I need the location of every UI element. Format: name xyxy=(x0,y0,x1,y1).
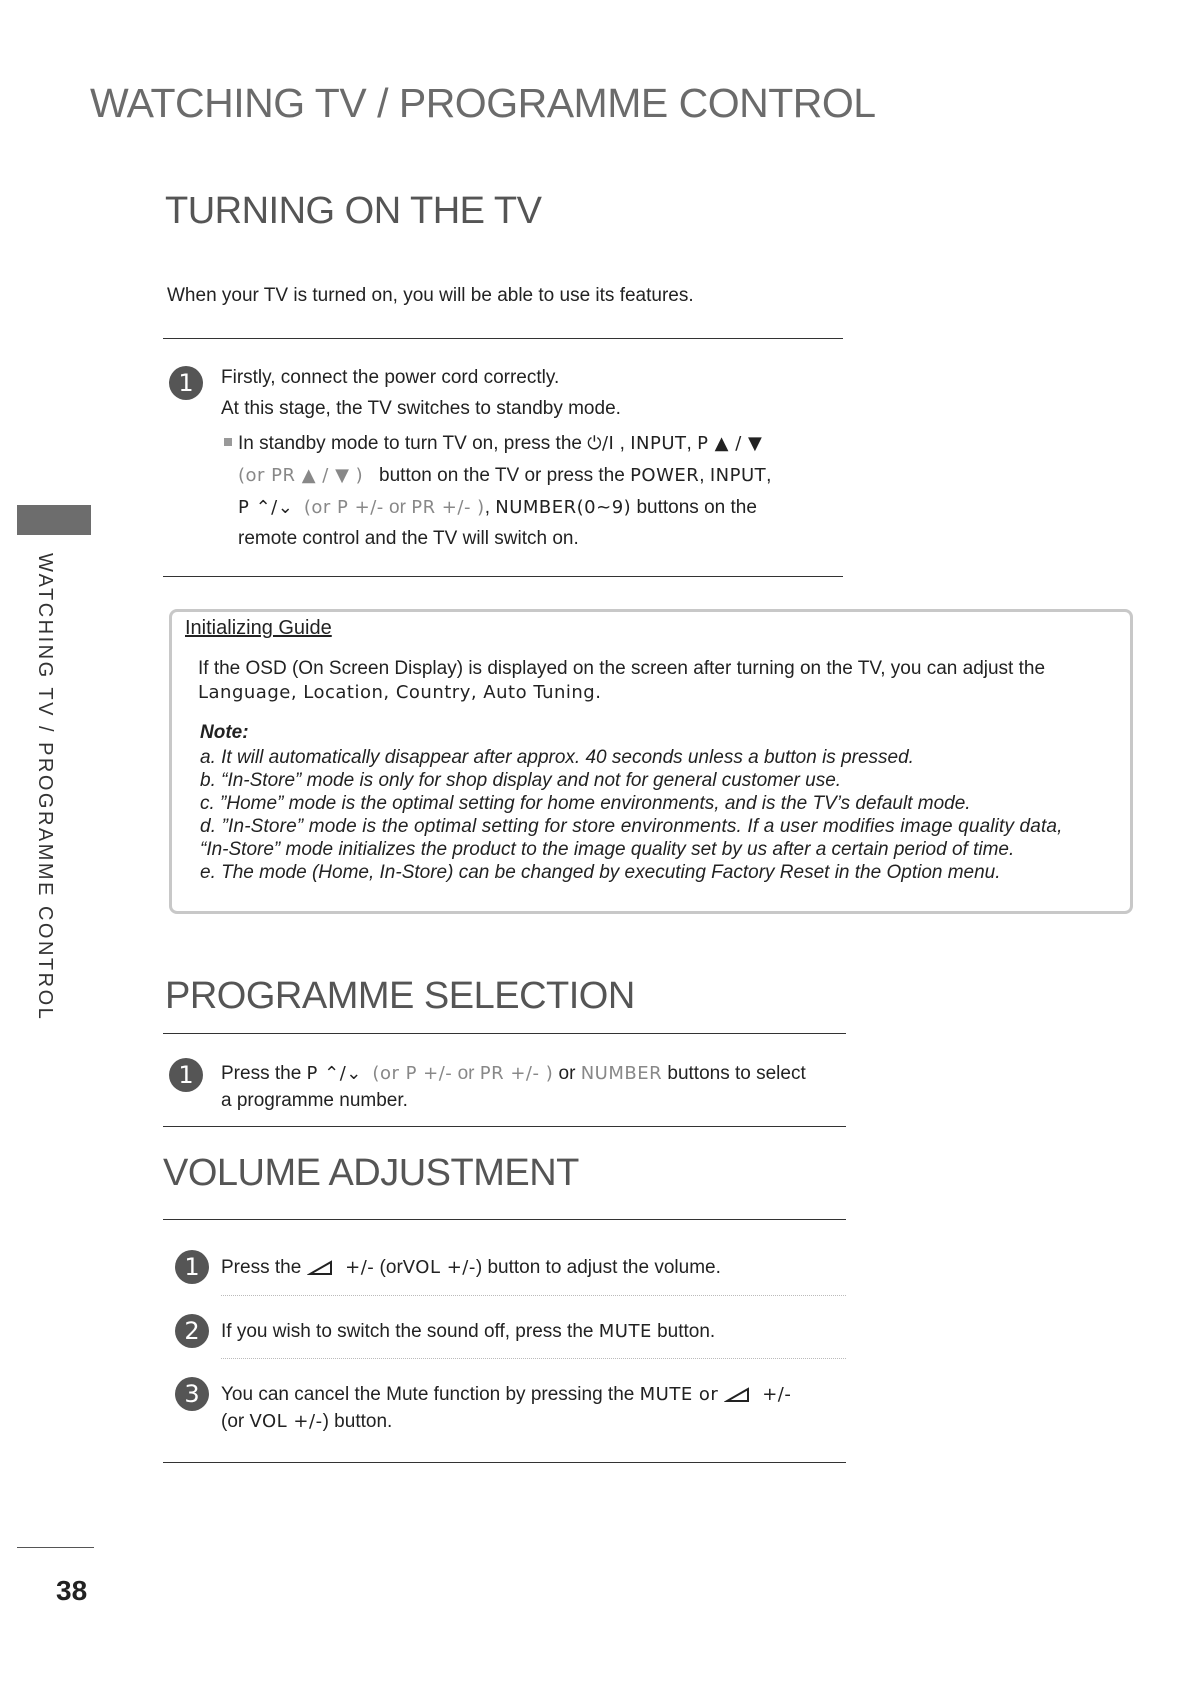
tv-button-text: button on the TV or press the xyxy=(379,465,625,486)
vol-key: VOL +/- xyxy=(402,1257,476,1278)
divider xyxy=(163,1126,846,1127)
or-pr-key: (or PR ▲ / ▼ ) xyxy=(238,465,364,486)
divider xyxy=(163,1219,846,1220)
volume-step2 xyxy=(221,1316,715,1347)
step-badge: 3 xyxy=(175,1377,209,1411)
or-text: (or xyxy=(221,1411,245,1432)
note-item: e. The mode (Home, In-Store) can be changed by executing Factory Reset in the Option menu. xyxy=(200,862,1001,883)
mute-key: MUTE xyxy=(598,1321,652,1342)
mute-or-key: MUTE or xyxy=(639,1384,719,1405)
step1-suffix: ) button to adjust the volume. xyxy=(475,1257,721,1278)
standby-instruction-line2: (or PR ▲ / ▼ ) button on the TV or press the POWER, INPUT, xyxy=(238,465,772,486)
note-item-continuation: “In-Store” mode initializes the product to the image quality set by us after a certain period of time. xyxy=(200,839,1015,860)
note-label: Note: xyxy=(200,722,249,743)
guide-items: Language, Location, Country, Auto Tuning. xyxy=(198,682,602,703)
input-key: INPUT xyxy=(630,433,687,454)
dotted-divider xyxy=(221,1358,846,1359)
volume-step3-line2 xyxy=(221,1406,392,1437)
p-arrows-key: P ⌃/⌄ xyxy=(306,1063,362,1084)
or-word: or xyxy=(558,1063,576,1084)
programme-line2: a programme number. xyxy=(221,1090,408,1111)
side-tab-marker xyxy=(17,505,91,535)
step-badge: 1 xyxy=(175,1250,209,1284)
standby-prefix: In standby mode to turn TV on, press the xyxy=(238,433,582,454)
dotted-divider xyxy=(221,1295,846,1296)
power-symbol-icon: ⏻/I xyxy=(587,433,615,454)
pr-key: PR +/- ) xyxy=(411,497,485,518)
guide-heading: Initializing Guide xyxy=(185,617,332,639)
volume-icon xyxy=(724,1386,752,1404)
number-key: NUMBER(0~9) xyxy=(495,497,632,518)
p-key: P ▲ / ▼ xyxy=(697,433,763,454)
step3-suffix: ) button. xyxy=(322,1411,393,1432)
p-arrows-key: P ⌃/⌄ xyxy=(238,497,294,518)
guide-text-line: If the OSD (On Screen Display) is displayed on the screen after turning on the TV, you can adjust the xyxy=(198,658,1046,679)
bullet-square xyxy=(224,438,232,446)
volume-icon xyxy=(307,1259,335,1277)
step3-prefix: You can cancel the Mute function by pressing the xyxy=(221,1384,635,1405)
press-the-text: Press the xyxy=(221,1063,302,1084)
step2-suffix: button. xyxy=(657,1321,716,1342)
divider xyxy=(163,338,843,339)
turning-on-line1: Firstly, connect the power cord correctly. xyxy=(221,367,560,388)
note-item: a. It will automatically disappear after approx. 40 seconds unless a button is pressed. xyxy=(200,747,914,768)
standby-instruction-line1: In standby mode to turn TV on, press the ⏻/I , INPUT, P ▲ / ▼ xyxy=(224,428,824,459)
side-section-label: WATCHING TV / PROGRAMME CONTROL xyxy=(34,553,56,1022)
vol-key: VOL +/- xyxy=(249,1411,323,1432)
remote-suffix: buttons on the xyxy=(636,497,757,518)
page-title: WATCHING TV / PROGRAMME CONTROL xyxy=(90,80,876,126)
volume-step1 xyxy=(221,1252,721,1283)
note-list xyxy=(200,746,1110,884)
step-badge: 2 xyxy=(175,1314,209,1348)
section-title-volume: VOLUME ADJUSTMENT xyxy=(163,1152,579,1194)
step2-prefix: If you wish to switch the sound off, press the xyxy=(221,1321,594,1342)
note-item: d. ”In-Store” mode is the optimal setting for store environments. If a user modifies image quality data, xyxy=(200,816,1063,837)
programme-suffix: buttons to select xyxy=(667,1063,806,1084)
divider xyxy=(163,576,843,577)
turning-on-intro: When your TV is turned on, you will be able to use its features. xyxy=(167,285,694,306)
or-word: or xyxy=(457,1063,475,1084)
guide-text xyxy=(198,657,1118,705)
volume-key: +/- xyxy=(345,1257,375,1278)
standby-instruction-line4: remote control and the TV will switch on. xyxy=(238,528,579,549)
or-p-key: (or P +/- xyxy=(372,1063,453,1084)
turning-on-line2: At this stage, the TV switches to standby mode. xyxy=(221,398,621,419)
or-p-key: (or P +/- xyxy=(303,497,384,518)
standby-instruction-line3: P ⌃/⌄ (or P +/- or PR +/- ), NUMBER(0~9) buttons on the xyxy=(238,497,757,518)
footer-rule xyxy=(17,1547,94,1548)
or-text: (or xyxy=(379,1257,403,1278)
pr-key: PR +/- ) xyxy=(479,1063,554,1084)
power-key: POWER xyxy=(630,465,700,486)
press-the-text: Press the xyxy=(221,1257,302,1278)
or-word: or xyxy=(389,497,406,518)
step-badge: 1 xyxy=(169,366,203,400)
divider xyxy=(163,1033,846,1034)
divider xyxy=(163,1462,846,1463)
page-number: 38 xyxy=(56,1575,88,1606)
input-key-2: INPUT xyxy=(709,465,767,486)
number-key: NUMBER xyxy=(580,1063,663,1084)
volume-key: +/- xyxy=(762,1384,792,1405)
section-title-programme: PROGRAMME SELECTION xyxy=(165,975,635,1017)
note-item: c. ”Home” mode is the optimal setting for home environments, and is the TV’s default mode. xyxy=(200,793,971,814)
note-item: b. “In-Store” mode is only for shop display and not for general customer use. xyxy=(200,770,842,791)
step-badge: 1 xyxy=(169,1058,203,1092)
section-title-turning-on: TURNING ON THE TV xyxy=(165,190,542,232)
